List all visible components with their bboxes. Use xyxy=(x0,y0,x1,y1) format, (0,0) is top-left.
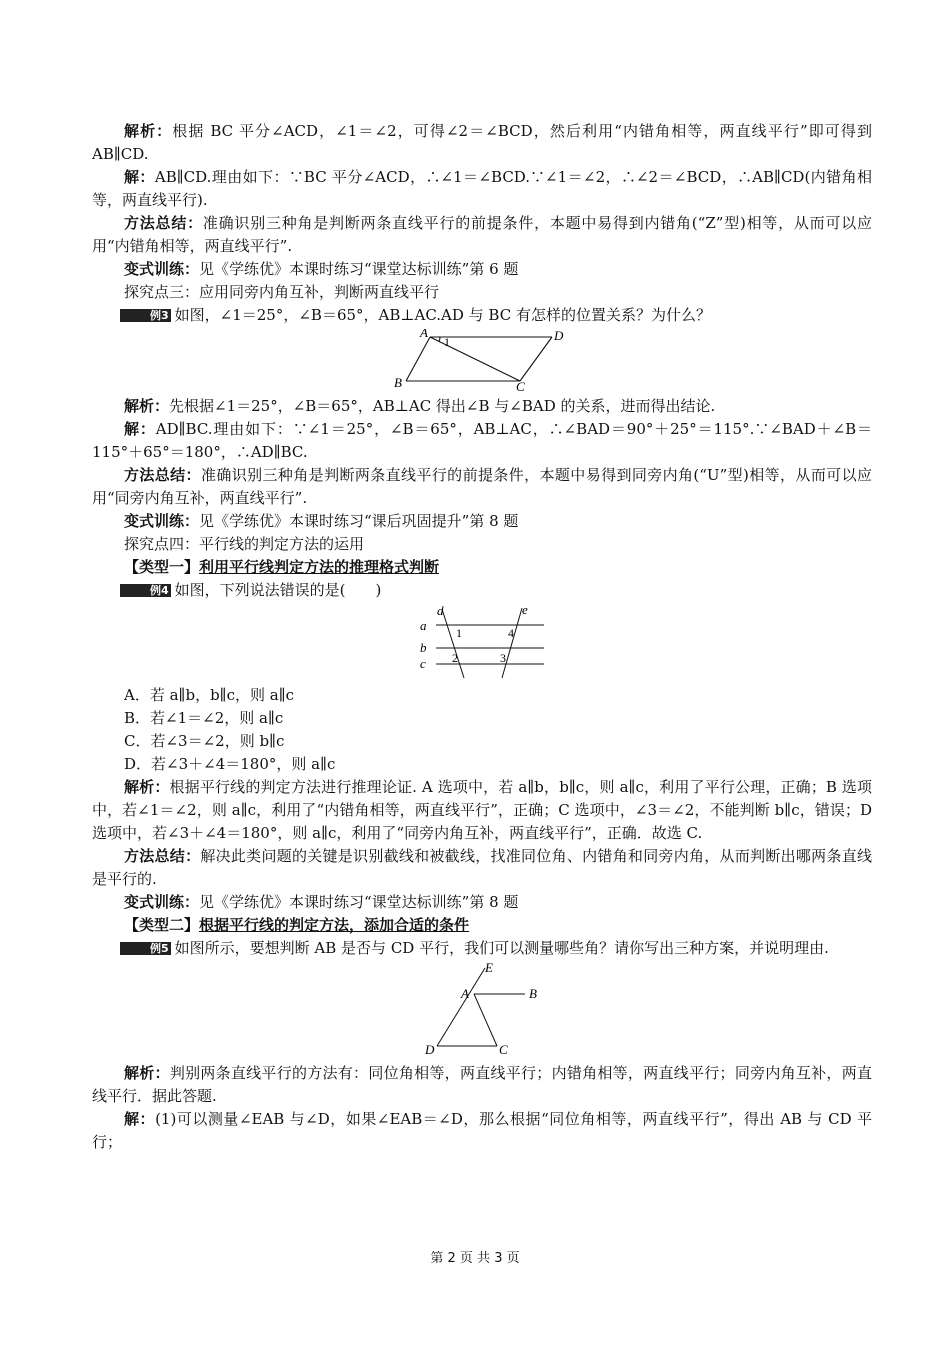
explore-point-4: 探究点四：平行线的判定方法的运用 xyxy=(124,535,365,553)
document-body xyxy=(92,120,872,1154)
label-C: C xyxy=(499,1042,508,1057)
method-summary-1: 方法总结：准确识别三种角是判断两条直线平行的前提条件，本题中易得到内错角(“Z”型)相等，从而可以应用“内错角相等，两直线平行”. xyxy=(92,214,872,255)
figure-triangle xyxy=(417,962,547,1058)
option-d: D．若∠3＋∠4＝180°，则 a∥c xyxy=(124,755,336,773)
analysis-label: 解析： xyxy=(124,122,173,140)
analysis-paragraph-4: 解析：判别两条直线平行的方法有：同位角相等，两直线平行；内错角相等，两直线平行；同旁内角互补，两直线平行．据此答题. xyxy=(92,1064,872,1105)
label-A: A xyxy=(461,986,469,1001)
label-B: B xyxy=(394,375,402,390)
method-summary-3: 方法总结：解决此类问题的关键是识别截线和被截线，找准同位角、内错角和同旁内角，从而判断出哪两条直线是平行的. xyxy=(92,847,872,888)
line-d-label: d xyxy=(437,604,444,618)
variant-training-2: 变式训练：见《学练优》本课时练习“课后巩固提升”第 8 题 xyxy=(124,512,519,530)
line-b-label: b xyxy=(420,640,427,655)
figure-parallel-lines xyxy=(412,604,552,680)
label-A: A xyxy=(420,329,428,340)
option-c: C．若∠3＝∠2，则 b∥c xyxy=(124,732,285,750)
example-tag: 例3 xyxy=(120,309,171,322)
angle-1-label: 1 xyxy=(444,335,450,349)
method-label: 方法总结： xyxy=(124,214,203,232)
svg-text:4: 4 xyxy=(508,626,514,640)
analysis-paragraph-3: 解析：根据平行线的判定方法进行推理论证. A 选项中，若 a∥b，b∥c，则 a∥c，利用了平行公理，正确；B 选项中，若∠1＝∠2，则 a∥c，利用了“内错角相等，两直线平行”，正确；C 选项中，∠3＝∠2，不能判断 b∥c，错误；D 选项中，若∠3＋∠4＝180°，则 a∥c，利用了“同旁内角互补，两直线平行”，正确．故选 C. xyxy=(92,778,872,842)
svg-text:2: 2 xyxy=(452,651,458,665)
line-e-label: e xyxy=(522,604,528,617)
analysis-paragraph-2: 解析：先根据∠1＝25°，∠B＝65°，AB⊥AC 得出∠B 与∠BAD 的关系，进而得出结论. xyxy=(124,397,716,415)
page-footer: 第 2 页 共 3 页 xyxy=(430,1251,520,1266)
svg-text:1: 1 xyxy=(456,626,462,640)
method-summary-2: 方法总结：准确识别三种角是判断两条直线平行的前提条件，本题中易得到同旁内角(“U”型)相等，从而可以应用“同旁内角互补，两直线平行”. xyxy=(92,466,872,507)
label-B: B xyxy=(529,986,537,1001)
example-3: 例3 如图，∠1＝25°，∠B＝65°，AB⊥AC.AD 与 BC 有怎样的位置关系？为什么？ xyxy=(92,304,872,327)
variant-training-1: 变式训练：见《学练优》本课时练习“课堂达标训练”第 6 题 xyxy=(124,260,519,278)
solution-paragraph-1: 解：AB∥CD.理由如下：∵BC 平分∠ACD，∴∠1＝∠BCD.∵∠1＝∠2，∴∠2＝∠BCD，∴AB∥CD(内错角相等，两直线平行). xyxy=(92,168,872,209)
option-a: A．若 a∥b，b∥c，则 a∥c xyxy=(124,686,295,704)
label-D: D xyxy=(554,329,564,343)
type-2-heading: 【类型二】根据平行线的判定方法，添加合适的条件 xyxy=(124,916,470,934)
label-C: C xyxy=(516,379,525,391)
option-b: B．若∠1＝∠2，则 a∥c xyxy=(124,709,284,727)
solution-paragraph-3: 解：(1)可以测量∠EAB 与∠D，如果∠EAB＝∠D，那么根据“同位角相等，两直线平行”，得出 AB 与 CD 平行； xyxy=(92,1110,872,1151)
line-a-label: a xyxy=(420,618,427,633)
example-tag: 例4 xyxy=(120,584,171,597)
solution-paragraph-2: 解：AD∥BC.理由如下：∵∠1＝25°，∠B＝65°，AB⊥AC，∴∠BAD＝90°＋25°＝115°.∵∠BAD＋∠B＝115°＋65°＝180°，∴AD∥BC. xyxy=(92,420,872,461)
line-c-label: c xyxy=(420,656,426,671)
figure-parallelogram xyxy=(392,329,572,391)
type-1-heading: 【类型一】利用平行线判定方法的推理格式判断 xyxy=(124,558,440,576)
example-4: 例4 如图，下列说法错误的是( ) xyxy=(92,579,872,602)
variant-label: 变式训练： xyxy=(124,260,200,278)
example-tag: 例5 xyxy=(120,942,171,955)
analysis-paragraph-1: 解析：根据 BC 平分∠ACD，∠1＝∠2，可得∠2＝∠BCD，然后利用“内错角相等，两直线平行”即可得到 AB∥CD. xyxy=(92,122,872,163)
variant-training-3: 变式训练：见《学练优》本课时练习“课堂达标训练”第 8 题 xyxy=(124,893,519,911)
example-5: 例5 如图所示，要想判断 AB 是否与 CD 平行，我们可以测量哪些角？请你写出三种方案，并说明理由. xyxy=(92,937,872,960)
label-E: E xyxy=(485,962,493,975)
explore-point-3: 探究点三：应用同旁内角互补，判断两直线平行 xyxy=(124,283,440,301)
solution-label: 解： xyxy=(124,168,155,186)
label-D: D xyxy=(425,1042,435,1057)
svg-text:3: 3 xyxy=(500,651,506,665)
